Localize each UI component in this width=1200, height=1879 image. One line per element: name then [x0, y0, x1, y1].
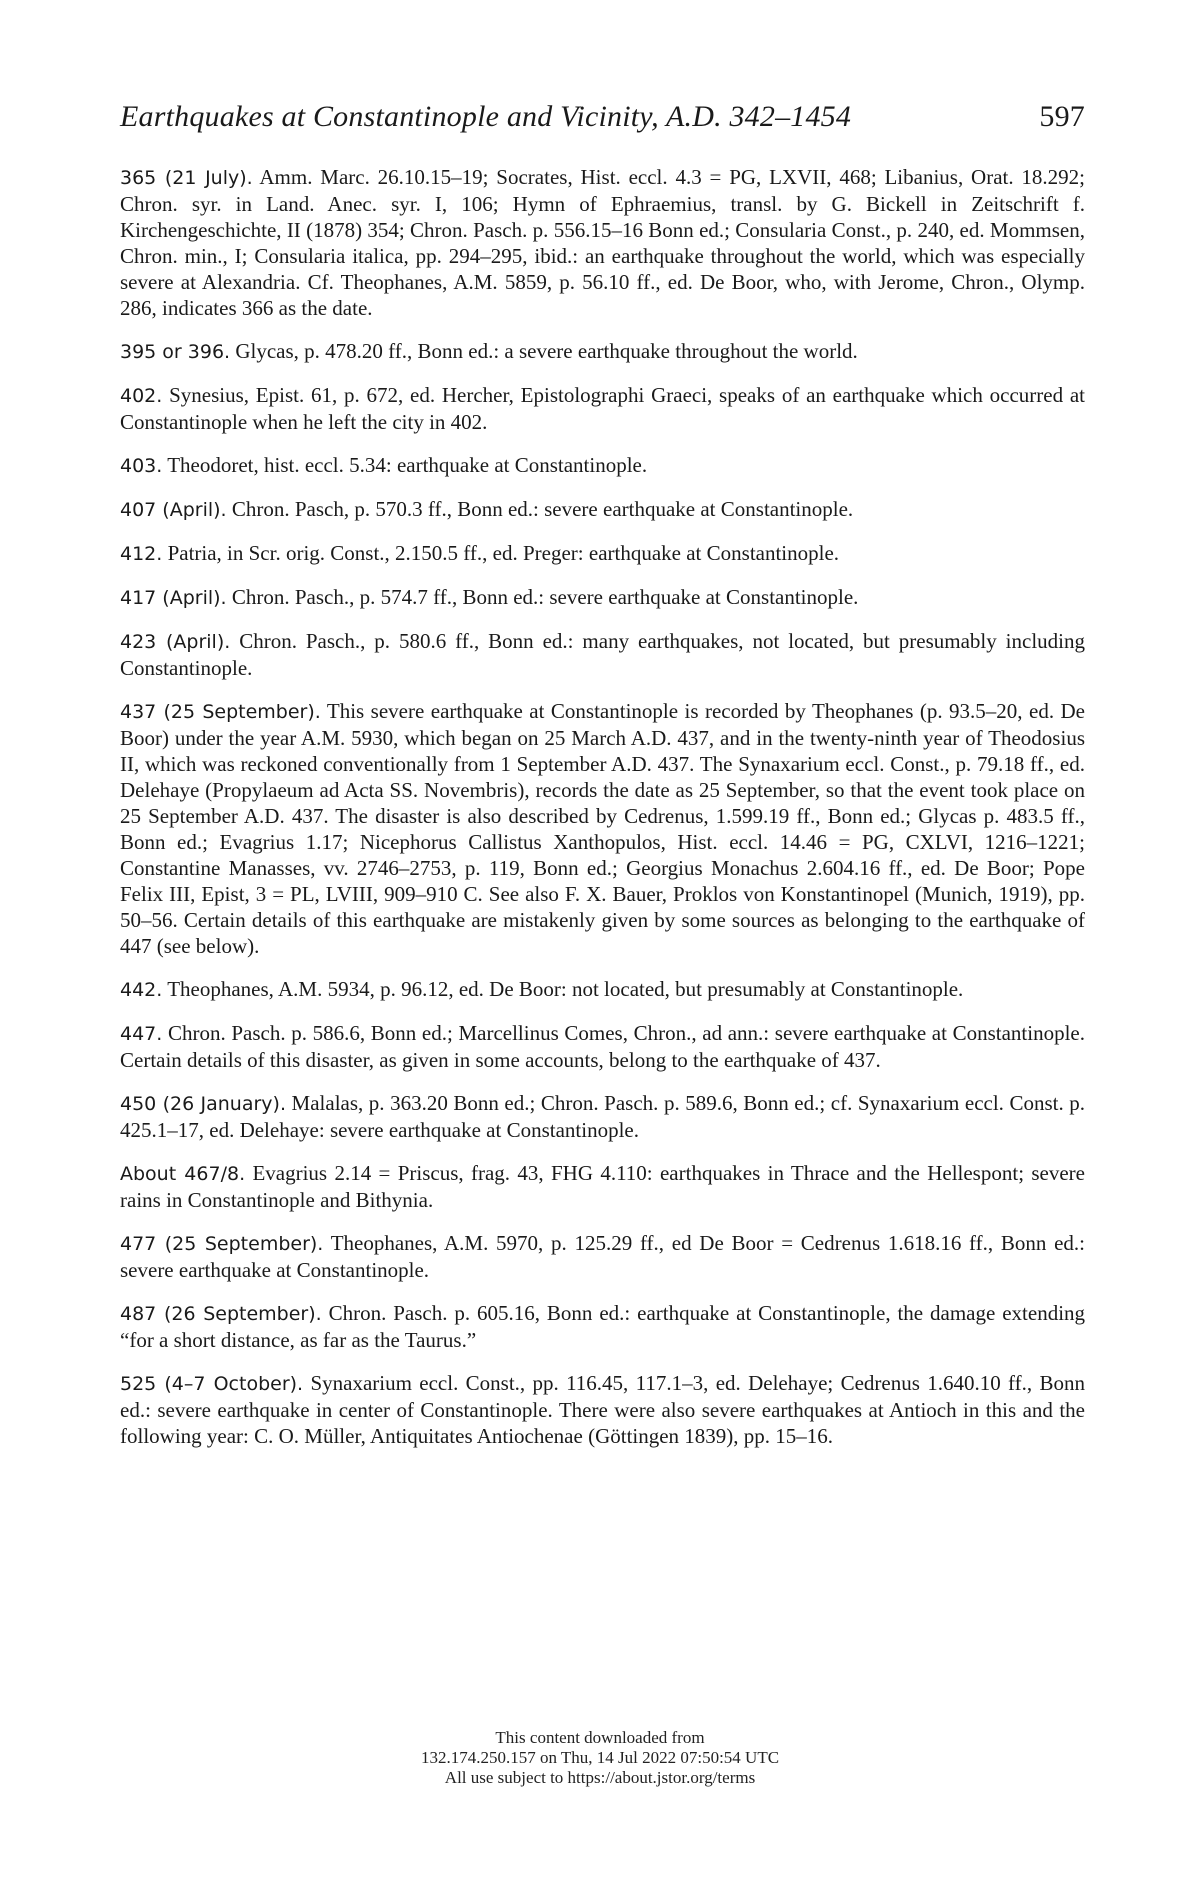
entry-text: Evagrius 2.14 = Priscus, frag. 43, FHG 4.110: earthquakes in Thrace and the Hellespont; severe rains in Constantinople and Bithynia.	[120, 1161, 1085, 1212]
entry	[120, 1370, 1085, 1449]
page-number: 597	[1039, 100, 1085, 133]
entry-text: Chron. Pasch. p. 605.16, Bonn ed.: earthquake at Constantinople, the damage extending “for a short distance, as far as the Taurus.”	[120, 1301, 1086, 1352]
entry-text: Patria, in Scr. orig. Const., 2.150.5 ff., ed. Preger: earthquake at Constantinople.	[167, 541, 840, 565]
entry	[120, 382, 1085, 435]
entry-text: Theophanes, A.M. 5970, p. 125.29 ff., ed De Boor = Cedrenus 1.618.16 ff., Bonn ed.: severe earthquake at Constantinople.	[120, 1231, 1086, 1282]
entry-date: 407 (April).	[120, 499, 227, 521]
entry-date: 423 (April).	[120, 631, 231, 653]
entry-date: About 467/8.	[120, 1163, 246, 1185]
entry-date: 417 (April).	[120, 587, 227, 609]
entry	[120, 698, 1085, 959]
page	[120, 100, 1085, 1466]
entry-text: Synaxarium eccl. Const., pp. 116.45, 117.1–3, ed. Delehaye; Cedrenus 1.640.10 ff., Bonn ed.: severe earthquake in center of Constantinople. There were also severe earthquakes at Antioch in this and the following year: C. O. Müller, Antiquitates Antiochenae (Göttingen 1839), pp. 15–16.	[120, 1371, 1085, 1448]
entry-text: Synesius, Epist. 61, p. 672, ed. Hercher, Epistolographi Graeci, speaks of an earthquake which occurred at Constantinople when he left the city in 402.	[120, 383, 1086, 434]
entry-date: 447.	[120, 1023, 163, 1045]
entry-text: Glycas, p. 478.20 ff., Bonn ed.: a severe earthquake throughout the world.	[235, 339, 858, 363]
entry-date: 412.	[120, 543, 163, 565]
entry	[120, 338, 1085, 365]
entry-text: Theophanes, A.M. 5934, p. 96.12, ed. De Boor: not located, but presumably at Constantinople.	[167, 977, 964, 1001]
entry	[120, 1300, 1085, 1353]
entry-date: 402.	[120, 385, 163, 407]
entry-date: 450 (26 January).	[120, 1093, 286, 1115]
entry	[120, 1020, 1085, 1073]
entry-date: 477 (25 September).	[120, 1233, 324, 1255]
entry-text: Amm. Marc. 26.10.15–19; Socrates, Hist. eccl. 4.3 = PG, LXVII, 468; Libanius, Orat. 18.292; Chron. syr. in Land. Anec. syr. I, 106; Hymn of Ephraemius, transl. by G. Bickell in Zeitschrift f. Kirchengeschichte, II (1878) 354; Chron. Pasch. p. 556.15–16 Bonn ed.; Consularia Const., p. 240, ed. Mommsen, Chron. min., I; Consularia italica, pp. 294–295, ibid.: an earthquake throughout the world, which was especially severe at Alexandria. Cf. Theophanes, A.M. 5859, p. 56.10 ff., ed. De Boor, who, with Jerome, Chron., Olymp. 286, indicates 366 as the date.	[120, 165, 1086, 320]
download-notice	[0, 1728, 1200, 1788]
entry	[120, 628, 1085, 681]
entry	[120, 1230, 1085, 1283]
entry-date: 403.	[120, 455, 163, 477]
download-notice-line: All use subject to https://about.jstor.org/terms	[444, 1768, 756, 1787]
running-header	[120, 100, 1085, 134]
entry-text: Theodoret, hist. eccl. 5.34: earthquake at Constantinople.	[167, 453, 648, 477]
running-title: Earthquakes at Constantinople and Vicinity, A.D. 342–1454	[120, 100, 852, 133]
entry	[120, 540, 1085, 567]
entry-list	[120, 164, 1085, 1449]
entry-text: Chron. Pasch., p. 580.6 ff., Bonn ed.: many earthquakes, not located, but presumably including Constantinople.	[120, 629, 1085, 680]
entry-text: Chron. Pasch., p. 574.7 ff., Bonn ed.: severe earthquake at Constantinople.	[231, 585, 859, 609]
entry-date: 525 (4–7 October).	[120, 1373, 304, 1395]
entry	[120, 976, 1085, 1003]
entry-date: 437 (25 September).	[120, 701, 321, 723]
entry-text: Chron. Pasch, p. 570.3 ff., Bonn ed.: severe earthquake at Constantinople.	[231, 497, 854, 521]
entry-text: This severe earthquake at Constantinople is recorded by Theophanes (p. 93.5–20, ed. De Boor) under the year A.M. 5930, which began on 25 March A.D. 437, and in the twenty-ninth year of Theodosius II, which was reckoned conventionally from 1 September A.D. 437. The Synaxarium eccl. Const., p. 79.18 ff., ed. Delehaye (Propylaeum ad Acta SS. Novembris), records the date as 25 September, so that the event took place on 25 September A.D. 437. The disaster is also described by Cedrenus, 1.599.19 ff., Bonn ed.; Glycas p. 483.5 ff., Bonn ed.; Evagrius 1.17; Nicephorus Callistus Xanthopulos, Hist. eccl. 14.46 = PG, CXLVI, 1216–1221; Constantine Manasses, vv. 2746–2753, p. 119, Bonn ed.; Georgius Monachus 2.604.16 ff., ed. De Boor; Pope Felix III, Epist, 3 = PL, LVIII, 909–910 C. See also F. X. Bauer, Proklos von Konstantinopel (Munich, 1919), pp. 50–56. Certain details of this earthquake are mistakenly given by some sources as belonging to the earthquake of 447 (see below).	[120, 699, 1086, 958]
entry	[120, 452, 1085, 479]
entry	[120, 1160, 1085, 1213]
entry	[120, 1090, 1085, 1143]
entry	[120, 164, 1085, 321]
entry-date: 365 (21 July).	[120, 167, 253, 189]
entry-date: 395 or 396.	[120, 341, 231, 363]
entry	[120, 584, 1085, 611]
entry-text: Chron. Pasch. p. 586.6, Bonn ed.; Marcellinus Comes, Chron., ad ann.: severe earthquake at Constantinople. Certain details of this disaster, as given in some accounts, belong to the earthquake of 437.	[120, 1021, 1085, 1072]
entry-text: Malalas, p. 363.20 Bonn ed.; Chron. Pasch. p. 589.6, Bonn ed.; cf. Synaxarium eccl. Const. p. 425.1–17, ed. Delehaye: severe earthquake at Constantinople.	[120, 1091, 1086, 1142]
download-notice-line: This content downloaded from	[495, 1728, 705, 1747]
download-notice-line: 132.174.250.157 on Thu, 14 Jul 2022 07:50:54 UTC	[420, 1748, 780, 1767]
entry-date: 442.	[120, 979, 163, 1001]
entry	[120, 496, 1085, 523]
entry-date: 487 (26 September).	[120, 1303, 322, 1325]
